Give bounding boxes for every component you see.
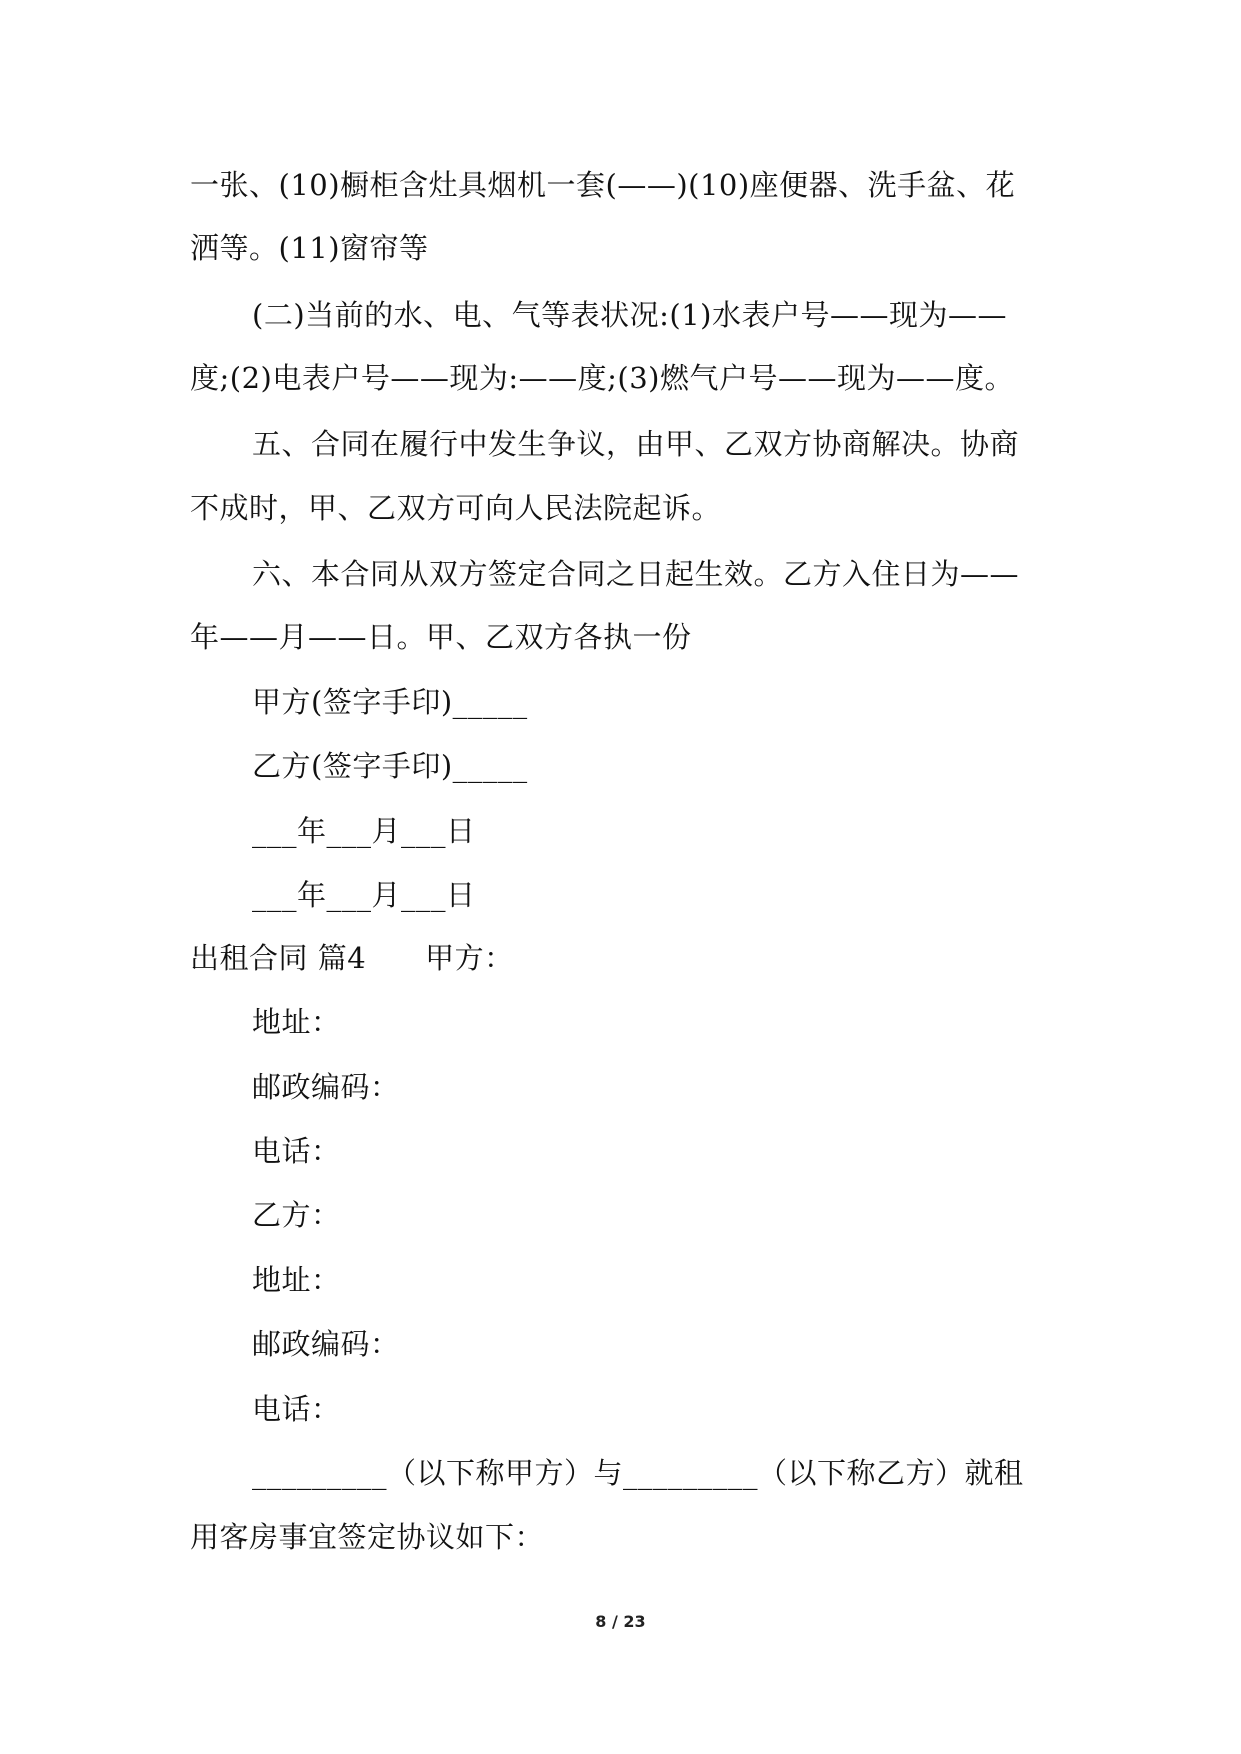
page-number: 8 / 23 (595, 1612, 646, 1631)
signature-line: 甲方(签字手印)_____ (252, 685, 528, 719)
date-line: ___年___月___日 (252, 814, 476, 848)
text-line: 电话： (252, 1392, 341, 1426)
text-line: 五、合同在履行中发生争议，由甲、乙双方协商解决。协商 (252, 427, 1020, 461)
text-line: 不成时，甲、乙双方可向人民法院起诉。 (190, 491, 722, 525)
text-line: _________（以下称甲方）与_________（以下称乙方）就租 (252, 1456, 1024, 1490)
text-line: 一张、(10)橱柜含灶具烟机一套(——)(10)座便器、洗手盆、花 (190, 168, 1016, 202)
text-line: 用客房事宜签定协议如下： (190, 1520, 545, 1554)
text-line: 电话： (252, 1134, 341, 1168)
text-line: (二)当前的水、电、气等表状况:(1)水表户号——现为—— (252, 298, 1007, 332)
text-line: 邮政编码： (252, 1070, 400, 1104)
text-line: 洒等。(11)窗帘等 (190, 231, 429, 265)
text-line: 邮政编码： (252, 1327, 400, 1361)
signature-line: 乙方(签字手印)_____ (252, 749, 528, 783)
text-line: 六、本合同从双方签定合同之日起生效。乙方入住日为—— (252, 557, 1020, 591)
text-line: 度;(2)电表户号——现为:——度;(3)燃气户号——现为——度。 (190, 361, 1014, 395)
text-line: 乙方： (252, 1198, 341, 1232)
section-heading: 出租合同 篇4 甲方： (190, 941, 514, 975)
text-line: 地址： (252, 1005, 341, 1039)
text-line: 地址： (252, 1263, 341, 1297)
text-line: 年——月——日。甲、乙双方各执一份 (190, 620, 692, 654)
date-line: ___年___月___日 (252, 878, 476, 912)
